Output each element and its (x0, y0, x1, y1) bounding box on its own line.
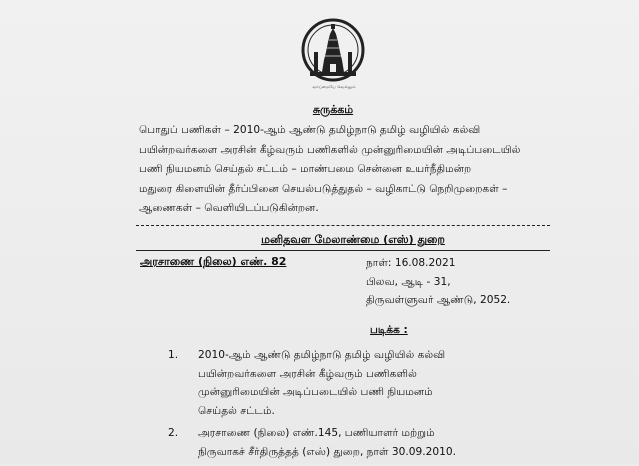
summary-line: பணி நியமனம் செய்தல் சட்டம் – மாண்பமை சென்னை உயர்நீதிமன்ற (139, 163, 472, 175)
order-date-block (366, 254, 510, 310)
reference-number: 1. (168, 349, 179, 361)
tamil-nadu-emblem-icon (300, 12, 366, 92)
reference-line: நிருவாகச் சீர்திருத்தத் (எஸ்) துறை, நாள் 30.09.2010. (198, 445, 456, 458)
emblem-motto: வாய்மையே வெல்லும் (312, 84, 356, 89)
divider-solid (136, 250, 550, 251)
divider-dashed (136, 225, 550, 226)
reference-item (168, 424, 498, 461)
references-list (168, 346, 498, 466)
references-title: படிக்க : (370, 324, 408, 336)
reference-line: 2010-ஆம் ஆண்டு தமிழ்நாடு தமிழ் வழியில் கல்வி (198, 349, 446, 361)
reference-line: முன்னுரிமையின் அடிப்படையில் பணி நியமனம் (198, 386, 433, 399)
reference-item (168, 346, 498, 420)
summary-text (139, 121, 557, 219)
order-number: அரசாணை (நிலை) எண். 82 (140, 255, 287, 268)
department-heading: மனிதவள மேலாண்மை (எஸ்) துறை (261, 233, 445, 246)
summary-line: மதுரை கிளையின் தீர்ப்பினை செயல்படுத்துதல் – வழிகாட்டு நெறிமுறைகள் – (139, 182, 508, 195)
summary-title: சுருக்கம் (312, 103, 354, 116)
reference-number: 2. (168, 427, 179, 440)
order-date-line: பிலவ, ஆடி - 31, (366, 275, 451, 288)
reference-line: அரசாணை (நிலை) எண்.145, பணியாளர் மற்றும் (198, 427, 435, 440)
summary-line: பொதுப் பணிகள் – 2010-ஆம் ஆண்டு தமிழ்நாடு தமிழ் வழியில் கல்வி (139, 124, 481, 136)
order-date-line: திருவள்ளுவர் ஆண்டு, 2052. (366, 294, 511, 306)
summary-line: ஆணைகள் – வெளியிடப்படுகின்றன. (139, 202, 319, 214)
reference-line: பயின்றவர்களை அரசின் கீழ்வரும் பணிகளில் (198, 367, 417, 380)
reference-line: செய்தல் சட்டம். (198, 404, 275, 417)
summary-line: பயின்றவர்களை அரசின் கீழ்வரும் பணிகளில் முன்னுரிமையின் அடிப்படையில் (139, 143, 521, 156)
order-date-line: நாள்: 16.08.2021 (366, 257, 456, 269)
